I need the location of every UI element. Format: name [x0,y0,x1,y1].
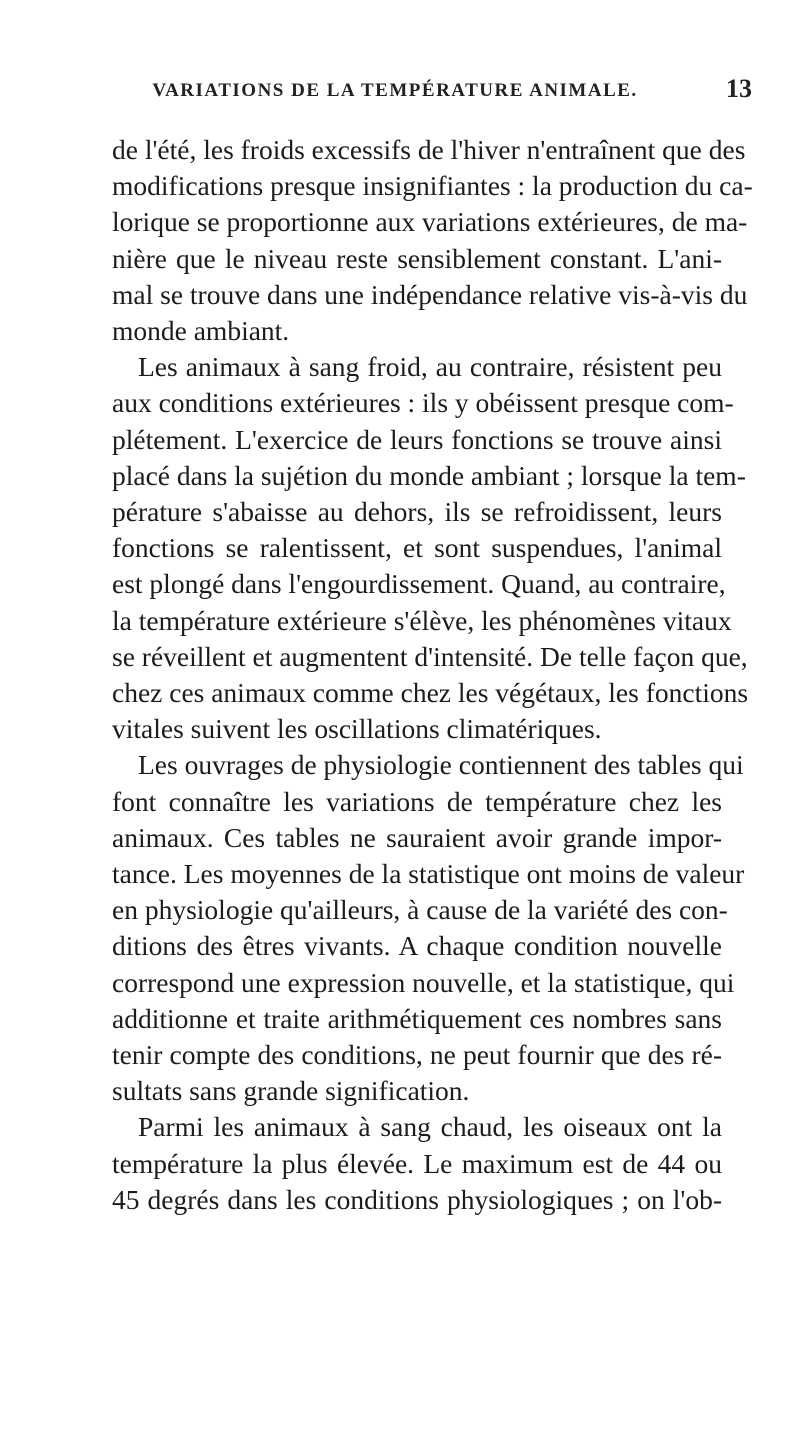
text-line: font connaître les variations de température chez les [112,785,722,817]
text-line: plétement. L'exercice de leurs fonctions se trouve ainsi [112,423,722,455]
text-line: en physiologie qu'ailleurs, à cause de la variété des con- [112,894,728,926]
text-line: pérature s'abaisse au dehors, ils se refroidissent, leurs [112,496,722,528]
running-title: VARIATIONS DE LA TEMPÉRATURE ANIMALE. [152,80,638,101]
text-line: nière que le niveau reste sensiblement constant. L'ani- [112,242,722,274]
text-line: sultats sans grande signification. [112,1075,470,1107]
text-line: aux conditions extérieures : ils y obéissent presque com- [112,387,734,419]
text-line: monde ambiant. [112,315,290,347]
text-line: de l'été, les froids excessifs de l'hiver n'entraînent que des [112,134,746,165]
text-line: mal se trouve dans une indépendance relative vis-à-vis du [112,278,748,310]
text-line: tance. Les moyennes de la statistique ont moins de valeur [112,858,745,890]
text-line: se réveillent et augmentent d'intensité. De telle façon que, [112,640,748,672]
text-line: est plongé dans l'engourdissement. Quand, au contraire, [112,568,726,600]
text-line: chez ces animaux comme chez les végétaux, les fonctions [112,677,749,709]
paragraph-3 [112,747,745,1109]
body-text [112,132,753,1218]
text-line: vitales suivent les oscillations climatériques. [112,713,602,745]
text-line: ditions des êtres vivants. A chaque condition nouvelle [112,930,722,962]
paragraph-4 [112,1109,722,1218]
text-line: animaux. Ces tables ne sauraient avoir grande impor- [112,821,722,853]
text-line: 45 degrés dans les conditions physiologiques ; on l'ob- [112,1183,722,1215]
text-line: fonctions se ralentissent, et sont suspendues, l'animal [112,532,722,564]
paragraph-1 [112,132,753,349]
text-line: placé dans la sujétion du monde ambiant ; lorsque la tem- [112,459,746,491]
text-line: Les animaux à sang froid, au contraire, résistent peu [138,351,722,383]
text-line: lorique se proportionne aux variations extérieures, de ma- [112,206,748,238]
text-line: modifications presque insignifiantes : la production du ca- [112,170,753,202]
text-line: Parmi les animaux à sang chaud, les oiseaux ont la [138,1111,722,1143]
text-line: la température extérieure s'élève, les phénomènes vitaux [112,604,732,636]
text-line: Les ouvrages de physiologie contiennent des tables qui [138,749,744,781]
text-line: tenir compte des conditions, ne peut fournir que des ré- [112,1039,722,1071]
page-number: 13 [726,74,752,103]
text-line: additionne et traite arithmétiquement ces nombres sans [112,1002,722,1034]
paragraph-2 [112,349,749,747]
text-line: correspond une expression nouvelle, et la statistique, qui [112,966,735,998]
text-line: température la plus élevée. Le maximum est de 44 ou [112,1147,722,1179]
